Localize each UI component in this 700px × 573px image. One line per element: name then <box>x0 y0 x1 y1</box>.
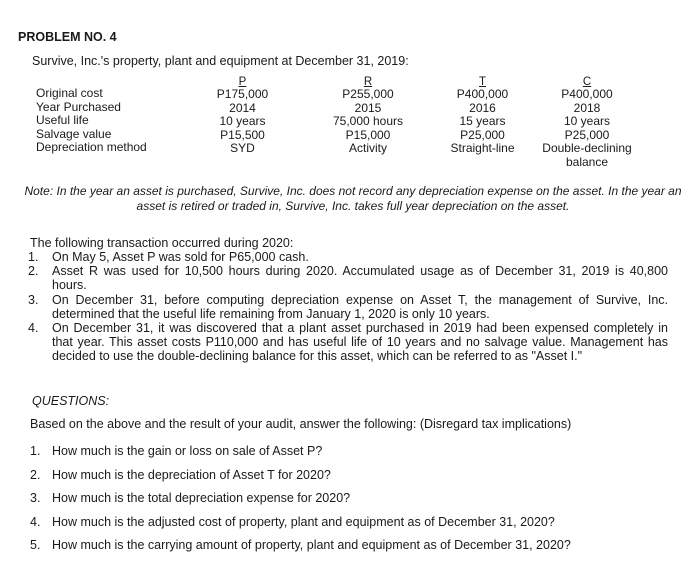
question-number: 2. <box>30 467 41 482</box>
transactions-intro: The following transaction occurred during 2020: <box>30 236 294 250</box>
list-item <box>28 321 668 364</box>
question-item <box>30 515 571 539</box>
asset-cell: P15,500 <box>220 127 265 142</box>
problem-title: PROBLEM NO. 4 <box>18 30 117 44</box>
asset-cell: 10 years <box>219 114 266 129</box>
asset-cell: P15,000 <box>345 127 391 142</box>
list-item <box>28 250 668 264</box>
question-number: 5. <box>30 538 41 552</box>
question-text: How much is the carrying amount of property, plant and equipment as of December 31, 2020? <box>52 538 571 552</box>
asset-column-c <box>537 77 637 170</box>
row-label-salvage-value: Salvage value <box>36 126 112 141</box>
list-item <box>28 264 668 292</box>
list-item-text: On December 31, before computing depreciation expense on Asset T, the management of Survive, Inc. determined that the useful life remaining from January 1, 2020 is only 10 years. <box>52 292 668 321</box>
asset-cell: Activity <box>348 141 387 156</box>
asset-cell: P255,000 <box>342 87 394 101</box>
question-text: How much is the total depreciation expense for 2020? <box>52 491 351 505</box>
list-item-number: 1. <box>28 250 39 264</box>
problem-subtitle: Survive, Inc.'s property, plant and equipment at December 31, 2019: <box>32 54 409 68</box>
transactions-list <box>28 250 668 364</box>
questions-heading: QUESTIONS: <box>32 394 110 408</box>
list-item <box>28 293 668 321</box>
depreciation-note: Note: In the year an asset is purchased, Survive, Inc. does not record any depreciation expense on the asset. In the year an asset is retired or traded in, Survive, Inc. takes full year depreciation on the asset. <box>24 184 682 213</box>
row-label-original-cost: Original cost <box>36 86 103 100</box>
list-item-number: 3. <box>28 292 39 307</box>
asset-cell: 2014 <box>229 100 256 115</box>
list-item-number: 4. <box>28 321 39 336</box>
list-item-text: On May 5, Asset P was sold for P65,000 cash. <box>52 250 309 264</box>
row-label-year-purchased: Year Purchased <box>36 99 121 114</box>
asset-cell: 10 years <box>563 114 611 129</box>
asset-cell: P400,000 <box>561 87 613 101</box>
asset-column-p <box>205 77 280 156</box>
asset-cell: 2016 <box>469 100 496 115</box>
question-number: 1. <box>30 444 41 458</box>
list-item-number: 2. <box>28 264 39 279</box>
question-item <box>30 538 571 562</box>
question-item <box>30 468 571 492</box>
row-label-useful-life: Useful life <box>36 113 89 128</box>
questions-list <box>30 444 571 562</box>
question-item <box>30 491 571 515</box>
questions-intro: Based on the above and the result of your audit, answer the following: (Disregard tax implications) <box>30 417 572 431</box>
question-number: 3. <box>30 491 41 505</box>
question-number: 4. <box>30 514 41 529</box>
asset-cell: 15 years <box>459 114 506 129</box>
list-item-text: Asset R was used for 10,500 hours during 2020. Accumulated usage as of December 31, 2019 is 40,800 hours. <box>52 264 668 293</box>
row-label-depreciation-method: Depreciation method <box>36 140 147 155</box>
question-text: How much is the adjusted cost of property, plant and equipment as of December 31, 2020? <box>52 514 555 529</box>
asset-cell: P25,000 <box>564 127 610 142</box>
question-text: How much is the gain or loss on sale of Asset P? <box>52 444 323 458</box>
asset-column-r <box>323 77 413 156</box>
asset-cell: P400,000 <box>456 87 509 101</box>
question-text: How much is the depreciation of Asset T for 2020? <box>52 467 331 482</box>
asset-row-labels <box>36 87 147 155</box>
asset-cell: 75,000 hours <box>332 114 404 129</box>
asset-header: T <box>478 76 487 88</box>
asset-cell: SYD <box>230 141 255 156</box>
asset-cell: P175,000 <box>216 87 269 101</box>
asset-header: C <box>582 76 592 88</box>
list-item-text: On December 31, it was discovered that a plant asset purchased in 2019 had been expensed completely in that year. This asset costs P110,000 and has useful life of 10 years and no salvage value. Management has decided to use the double-declining balance for this asset, which can be referred to as "Asset I." <box>52 321 668 364</box>
asset-cell: balance <box>565 154 609 169</box>
asset-cell: 2015 <box>354 100 382 115</box>
asset-column-t <box>440 77 525 156</box>
asset-cell: Double-declining <box>542 141 632 156</box>
asset-cell: P25,000 <box>460 127 505 142</box>
asset-cell: 2018 <box>573 100 601 115</box>
asset-cell: Straight-line <box>450 141 515 156</box>
question-item <box>30 444 571 468</box>
asset-header: R <box>363 76 373 88</box>
asset-header: P <box>238 76 247 88</box>
